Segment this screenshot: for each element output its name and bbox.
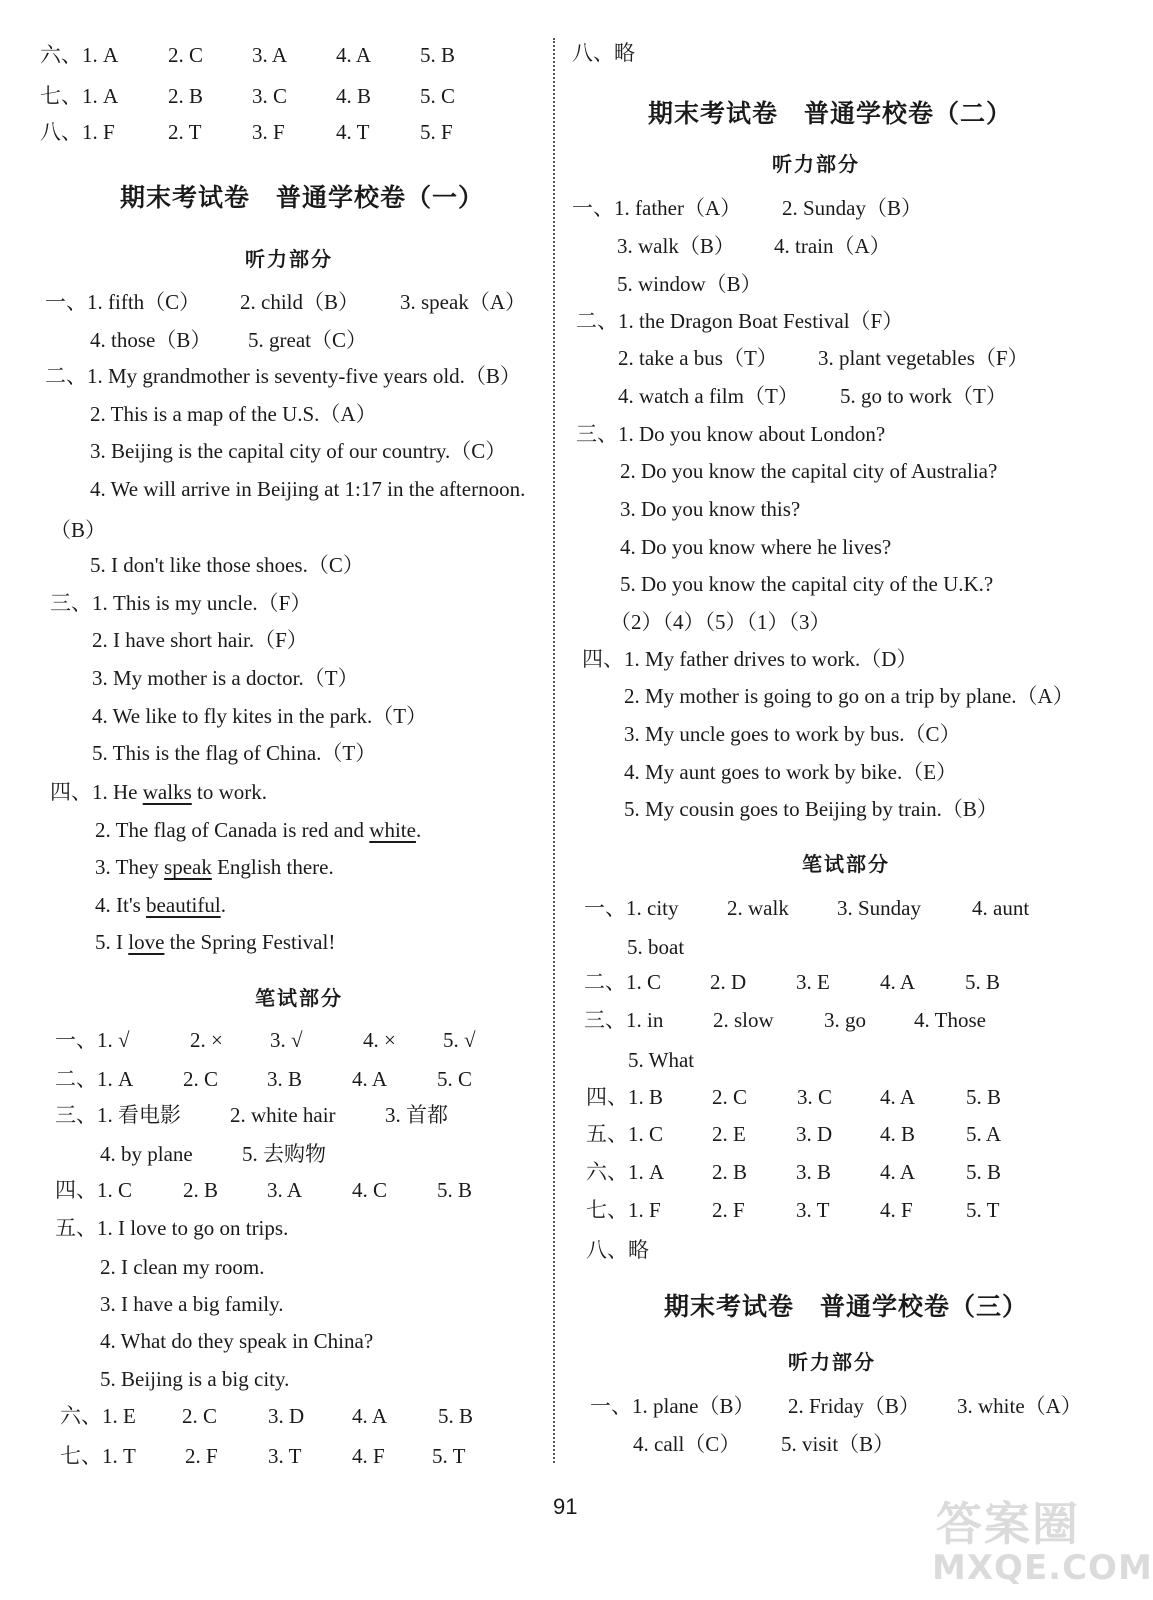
answer: 四、1. C bbox=[55, 1178, 133, 1202]
answer: 5. go to work（T） bbox=[840, 384, 1007, 408]
answer: 4. aunt bbox=[972, 896, 1030, 920]
listening-item: 4. My aunt goes to work by bike.（E） bbox=[624, 760, 958, 784]
writing-heading: 笔试部分 bbox=[255, 986, 343, 1010]
answer: 5. great（C） bbox=[248, 328, 367, 352]
underline-item bbox=[95, 857, 334, 878]
answer: 5. C bbox=[437, 1067, 473, 1091]
answer: 三、1. 看电影 bbox=[55, 1103, 181, 1127]
answer: 5. B bbox=[437, 1178, 473, 1202]
answer: 二、1. A bbox=[55, 1067, 134, 1091]
answer: 4. F bbox=[880, 1198, 913, 1222]
answer: 2. D bbox=[710, 970, 747, 994]
answer: 4. A bbox=[880, 1160, 916, 1184]
sentence: 2. I clean my room. bbox=[100, 1255, 265, 1279]
text: English there. bbox=[211, 855, 334, 879]
listening-item: 2. My mother is going to go on a trip by plane.（A） bbox=[624, 684, 1074, 708]
listening-item: 4. We will arrive in Beijing at 1:17 in the afternoon. bbox=[90, 477, 526, 501]
exam-title-3: 期末考试卷 普通学校卷（三） bbox=[664, 1292, 1029, 1321]
listening-item: 5. I don't like those shoes.（C） bbox=[90, 553, 364, 577]
answer: 2. C bbox=[712, 1085, 748, 1109]
answer: 4. B bbox=[336, 84, 372, 108]
answer: 3. D bbox=[268, 1404, 305, 1428]
answer: 2. F bbox=[185, 1444, 218, 1468]
listening-item: 四、1. My father drives to work.（D） bbox=[582, 647, 918, 671]
answer: 4. C bbox=[352, 1178, 388, 1202]
answer: 4. T bbox=[336, 120, 370, 144]
answer: 3. 首都 bbox=[385, 1103, 448, 1127]
text: 2. The flag of Canada is red and bbox=[95, 818, 370, 842]
underline-item bbox=[50, 782, 267, 803]
watermark-logo bbox=[928, 1488, 1153, 1592]
listening-item: 二、1. the Dragon Boat Festival（F） bbox=[576, 309, 904, 333]
answer: 5. B bbox=[965, 970, 1001, 994]
answer: 4. A bbox=[352, 1404, 388, 1428]
answer: 2. take a bus（T） bbox=[618, 346, 778, 370]
listening-heading: 听力部分 bbox=[245, 247, 333, 271]
answer: 2. walk bbox=[727, 896, 789, 920]
text: . bbox=[415, 818, 422, 842]
answer: 八、1. F bbox=[40, 120, 115, 144]
answer: 4. A bbox=[880, 970, 916, 994]
writing-heading: 笔试部分 bbox=[802, 852, 890, 876]
answer: 3. B bbox=[796, 1160, 832, 1184]
text: . bbox=[220, 893, 226, 917]
listening-item: 2. I have short hair.（F） bbox=[92, 628, 308, 652]
answer: 3. F bbox=[252, 120, 285, 144]
sentence: 5. Beijing is a big city. bbox=[100, 1367, 290, 1391]
answer: 5. √ bbox=[443, 1028, 476, 1052]
answer: 一、1. √ bbox=[55, 1028, 130, 1052]
listening-item: 5. This is the flag of China.（T） bbox=[92, 741, 377, 765]
answer: 3. white（A） bbox=[957, 1394, 1082, 1418]
answer: 2. F bbox=[712, 1198, 745, 1222]
answer: 3. C bbox=[252, 84, 288, 108]
omitted-note: 八、略 bbox=[572, 41, 635, 65]
listening-item: 5. window（B） bbox=[617, 272, 762, 296]
answer: 3. go bbox=[824, 1008, 866, 1032]
answer: 3. E bbox=[796, 970, 830, 994]
answer: 3. Sunday bbox=[837, 896, 921, 920]
answer: 2. Sunday（B） bbox=[782, 196, 923, 220]
answer: 5. B bbox=[438, 1404, 474, 1428]
omitted-note: 八、略 bbox=[586, 1238, 649, 1262]
answer: 四、1. B bbox=[586, 1085, 664, 1109]
answer: 4. train（A） bbox=[774, 234, 891, 258]
underline-item bbox=[95, 932, 335, 953]
answer: 六、1. E bbox=[60, 1404, 136, 1428]
page-number: 91 bbox=[553, 1494, 578, 1519]
listening-heading: 听力部分 bbox=[788, 1350, 876, 1374]
listening-item: 3. My mother is a doctor.（T） bbox=[92, 666, 359, 690]
answer: 七、1. F bbox=[586, 1198, 661, 1222]
listening-item: 4. Do you know where he lives? bbox=[620, 535, 892, 559]
listening-item: 2. Do you know the capital city of Australia? bbox=[620, 459, 998, 483]
listening-item: 二、1. My grandmother is seventy-five years old.（B） bbox=[45, 364, 521, 388]
answer: 3. T bbox=[268, 1444, 302, 1468]
answer: 七、1. A bbox=[40, 84, 119, 108]
answer: 4. A bbox=[336, 43, 372, 67]
listening-item: 5. My cousin goes to Beijing by train.（B） bbox=[624, 797, 998, 821]
listening-item: 4. We like to fly kites in the park.（T） bbox=[92, 704, 428, 728]
answer: 2. white hair bbox=[230, 1103, 336, 1127]
underlined-word: walks bbox=[142, 780, 192, 804]
answer: 5. F bbox=[420, 120, 453, 144]
sentence: 3. I have a big family. bbox=[100, 1292, 284, 1316]
watermark-url: MXQE.COM bbox=[932, 1548, 1153, 1588]
answer: 3. B bbox=[267, 1067, 303, 1091]
answer: 3. D bbox=[796, 1122, 833, 1146]
answer: 2. B bbox=[712, 1160, 748, 1184]
underlined-word: white bbox=[369, 818, 416, 842]
answer: 4. call（C） bbox=[633, 1432, 741, 1456]
answer: 2. C bbox=[168, 43, 204, 67]
answer: 七、1. T bbox=[60, 1444, 136, 1468]
answer: 五、1. C bbox=[586, 1122, 664, 1146]
answer: 5. B bbox=[966, 1160, 1002, 1184]
text: 5. I bbox=[95, 930, 129, 954]
answer: 2. T bbox=[168, 120, 202, 144]
answer: 2. B bbox=[183, 1178, 219, 1202]
answer: 三、1. in bbox=[584, 1008, 664, 1032]
answer: 六、1. A bbox=[586, 1160, 665, 1184]
answer: 3. A bbox=[252, 43, 288, 67]
answer: 3. walk（B） bbox=[617, 234, 735, 258]
underline-item bbox=[95, 895, 226, 916]
answer: 一、1. city bbox=[584, 896, 679, 920]
answer: 5. A bbox=[966, 1122, 1002, 1146]
listening-item: 3. Do you know this? bbox=[620, 497, 801, 521]
answer: 3. √ bbox=[270, 1028, 303, 1052]
answer: 4. × bbox=[363, 1028, 396, 1052]
answer: 3. A bbox=[267, 1178, 303, 1202]
listening-item: （B） bbox=[50, 518, 107, 542]
watermark-text: 答案圈 bbox=[936, 1497, 1080, 1551]
text: the Spring Festival! bbox=[164, 930, 336, 954]
sentence: 五、1. I love to go on trips. bbox=[55, 1216, 289, 1240]
answer: 4. F bbox=[352, 1444, 385, 1468]
underlined-word: beautiful bbox=[146, 893, 221, 917]
answer: 2. E bbox=[712, 1122, 746, 1146]
text: 4. It's bbox=[95, 893, 147, 917]
sentence: 4. What do they speak in China? bbox=[100, 1329, 374, 1353]
answer: 3. speak（A） bbox=[400, 290, 526, 314]
answer: 2. child（B） bbox=[240, 290, 359, 314]
answer: 5. T bbox=[432, 1444, 466, 1468]
answer: 2. Friday（B） bbox=[788, 1394, 920, 1418]
answer: 2. B bbox=[168, 84, 204, 108]
listening-item: 三、1. This is my uncle.（F） bbox=[50, 591, 312, 615]
listening-item: 2. This is a map of the U.S.（A） bbox=[90, 402, 377, 426]
underlined-word: love bbox=[128, 930, 165, 954]
answer: 六、1. A bbox=[40, 43, 119, 67]
exam-title-2: 期末考试卷 普通学校卷（二） bbox=[648, 99, 1013, 128]
answer: 3. C bbox=[797, 1085, 833, 1109]
answer: 2. × bbox=[190, 1028, 223, 1052]
answer: 5. 去购物 bbox=[242, 1142, 326, 1166]
answer: 4. those（B） bbox=[90, 328, 212, 352]
answer: 一、1. father（A） bbox=[572, 196, 742, 220]
column-divider bbox=[553, 38, 555, 1463]
answer: 2. slow bbox=[713, 1008, 774, 1032]
answer: 5. What bbox=[628, 1048, 695, 1072]
answer: 3. plant vegetables（F） bbox=[818, 346, 1029, 370]
answer: 3. T bbox=[796, 1198, 830, 1222]
answer: 5. B bbox=[966, 1085, 1002, 1109]
answer: 5. C bbox=[420, 84, 456, 108]
answer: 2. C bbox=[182, 1404, 218, 1428]
listening-item: 3. My uncle goes to work by bus.（C） bbox=[624, 722, 961, 746]
listening-heading: 听力部分 bbox=[772, 152, 860, 176]
order-answer: （2）（4）（5）（1）（3） bbox=[610, 610, 831, 634]
answer: 5. boat bbox=[627, 935, 685, 959]
answer: 4. B bbox=[880, 1122, 916, 1146]
answer: 一、1. fifth（C） bbox=[45, 290, 201, 314]
answer: 一、1. plane（B） bbox=[590, 1394, 755, 1418]
answer: 2. C bbox=[183, 1067, 219, 1091]
answer: 二、1. C bbox=[584, 970, 662, 994]
answer: 4. watch a film（T） bbox=[618, 384, 799, 408]
answer: 4. A bbox=[880, 1085, 916, 1109]
text: 3. They bbox=[95, 855, 165, 879]
underlined-word: speak bbox=[164, 855, 212, 879]
answer: 4. A bbox=[352, 1067, 388, 1091]
exam-title-1: 期末考试卷 普通学校卷（一） bbox=[120, 183, 485, 212]
text: to work. bbox=[191, 780, 267, 804]
answer: 4. Those bbox=[914, 1008, 986, 1032]
text: 四、1. He bbox=[50, 780, 143, 804]
listening-item: 3. Beijing is the capital city of our country.（C） bbox=[90, 439, 507, 463]
answer: 5. visit（B） bbox=[781, 1432, 895, 1456]
listening-item: 5. Do you know the capital city of the U.K.? bbox=[620, 572, 994, 596]
answer: 4. by plane bbox=[100, 1142, 193, 1166]
underline-item bbox=[95, 820, 421, 841]
listening-item: 三、1. Do you know about London? bbox=[576, 422, 886, 446]
answer: 5. T bbox=[966, 1198, 1000, 1222]
answer: 5. B bbox=[420, 43, 456, 67]
